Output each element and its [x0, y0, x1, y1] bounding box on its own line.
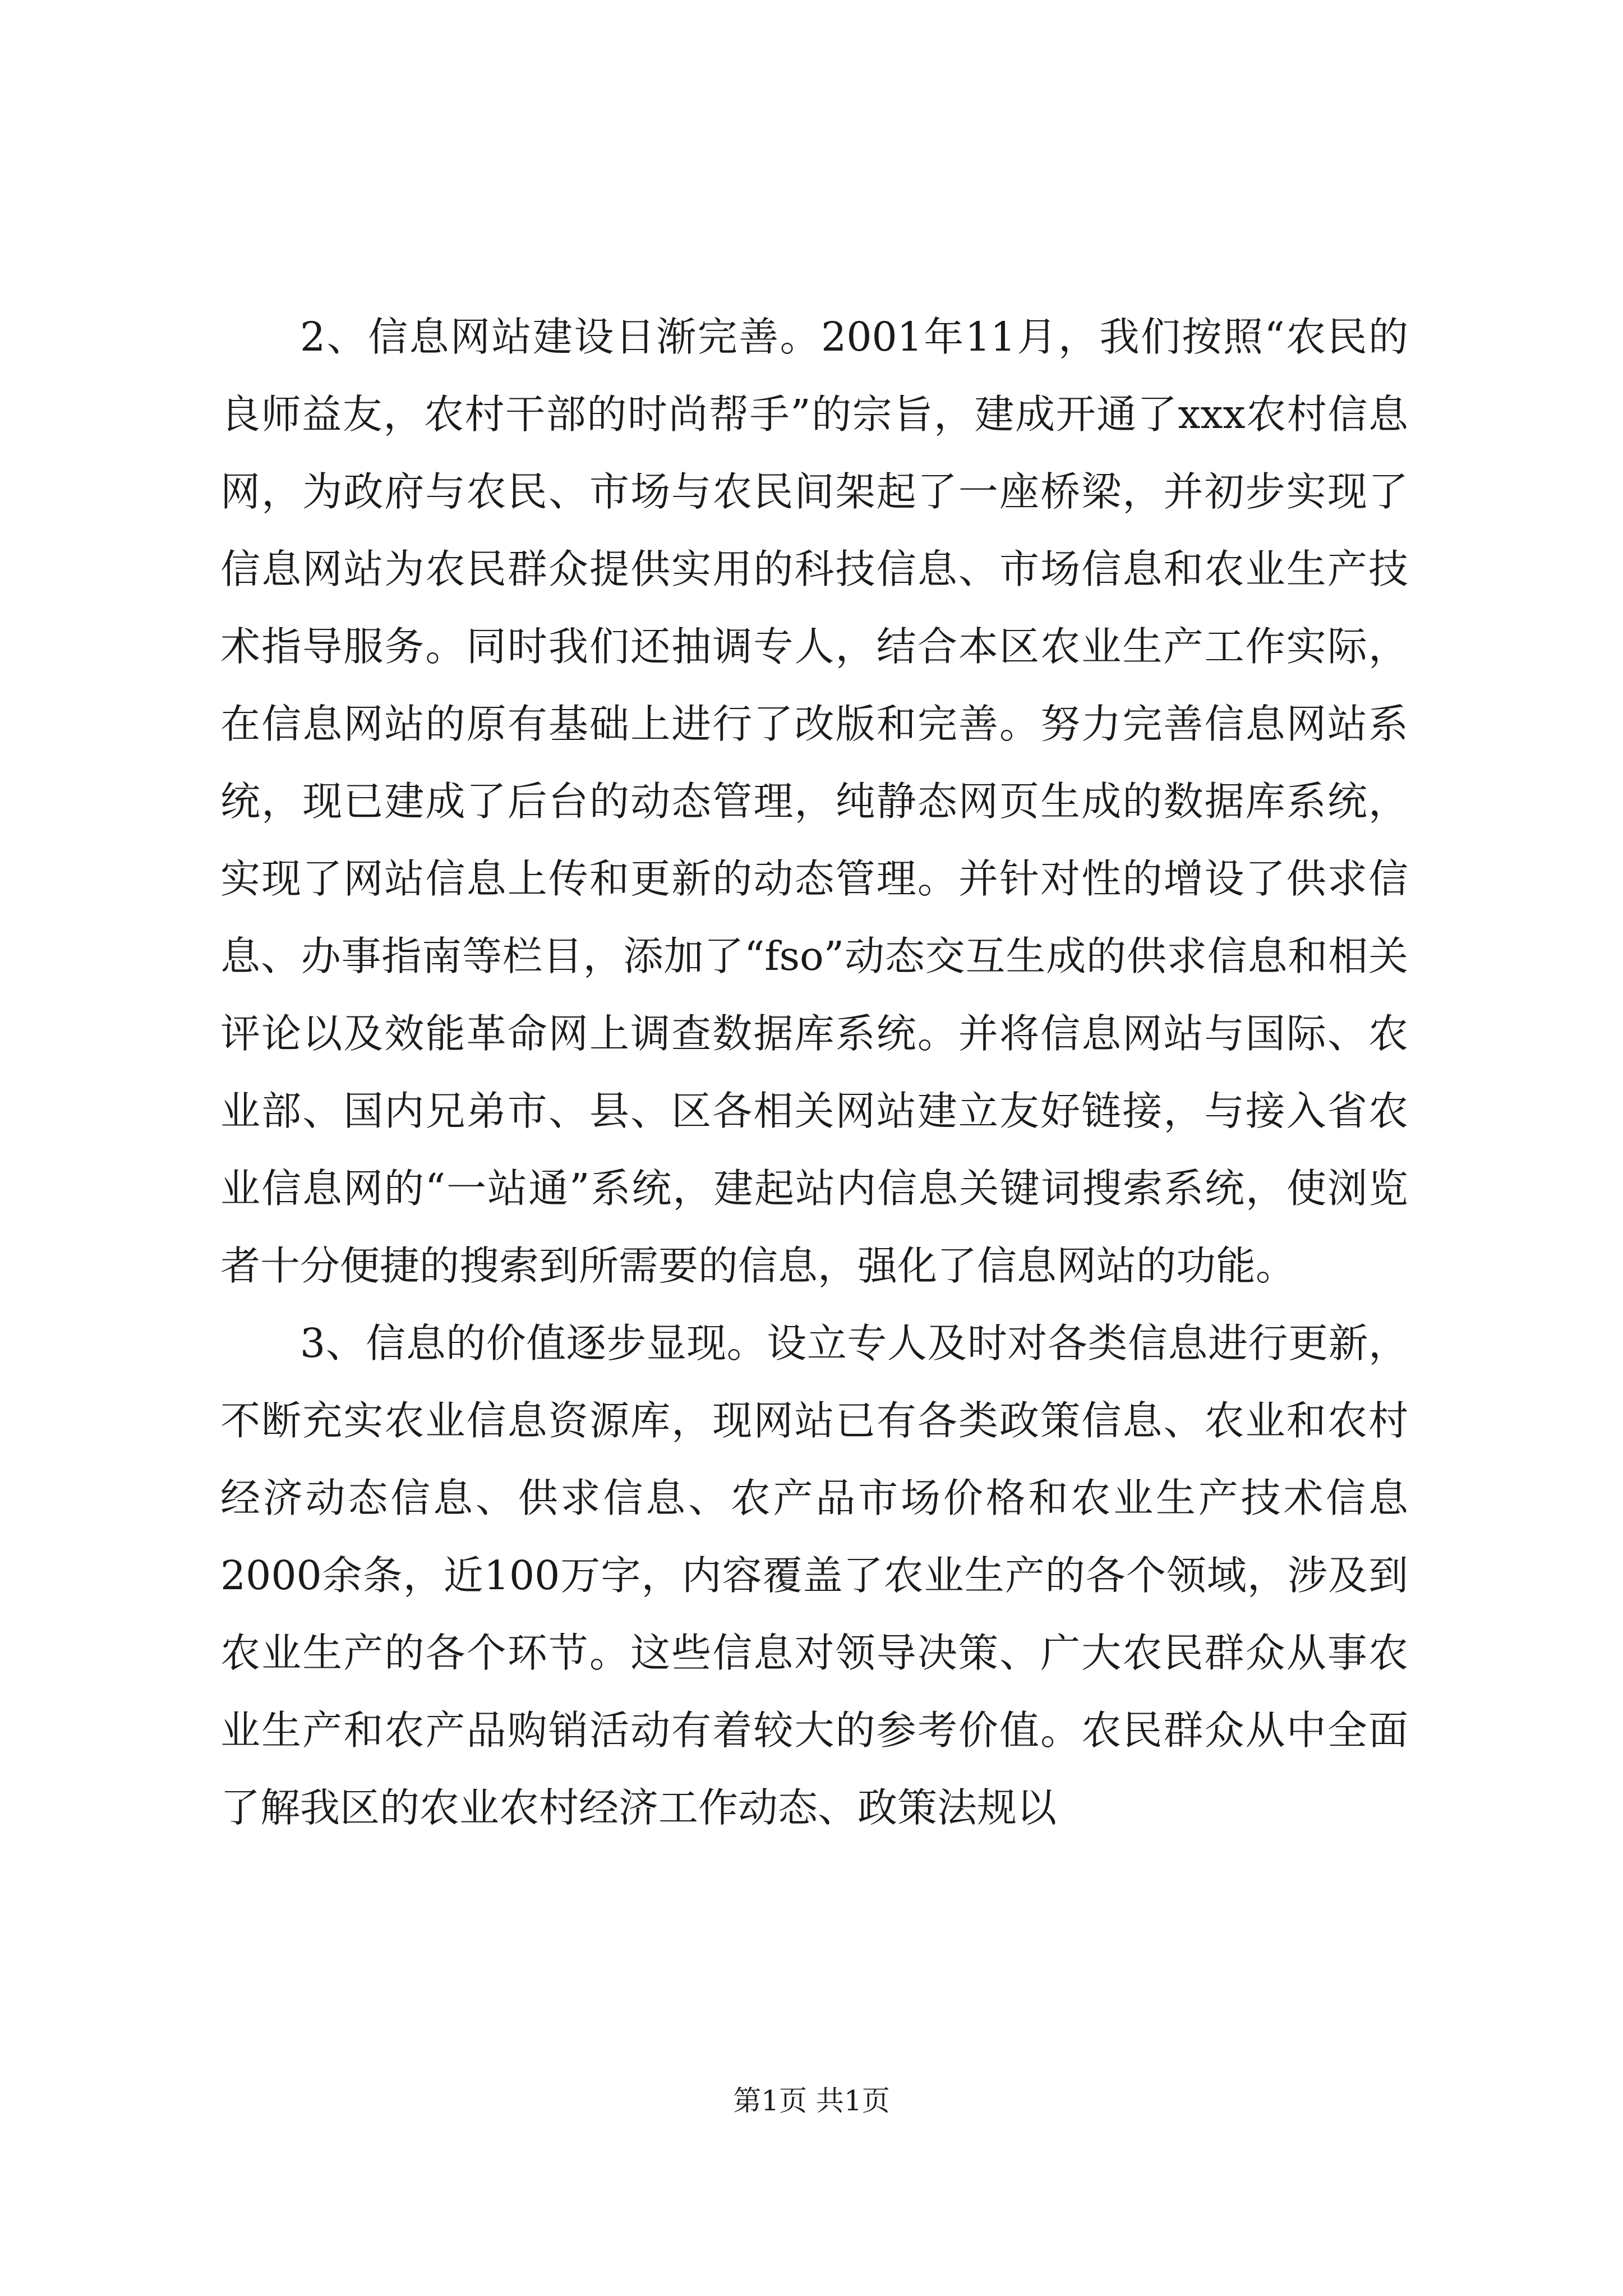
page-footer: 第1页 共1页 — [733, 2085, 890, 2117]
document-body — [220, 298, 1408, 1847]
paragraph-information-value: 3、信息的价值逐步显现。设立专人及时对各类信息进行更新，不断充实农业信息资源库，现网站已有各类政策信息、农业和农村经济动态信息、供求信息、农产品市场价格和农业生产技术信息2000余条，近100万字，内容覆盖了农业生产的各个领域，涉及到农业生产的各个环节。这些信息对领导决策、广大农民群众从事农业生产和农产品购销活动有着较大的参考价值。农民群众从中全面了解我区的农业农村经济工作动态、政策法规以 — [220, 1320, 1408, 1831]
paragraph-website-construction: 2、信息网站建设日渐完善。2001年11月，我们按照“农民的良师益友，农村干部的时尚帮手”的宗旨，建成开通了xxx农村信息网，为政府与农民、市场与农民间架起了一座桥梁，并初步实现了信息网站为农民群众提供实用的科技信息、市场信息和农业生产技术指导服务。同时我们还抽调专人，结合本区农业生产工作实际，在信息网站的原有基础上进行了改版和完善。努力完善信息网站系统，现已建成了后台的动态管理，纯静态网页生成的数据库系统，实现了网站信息上传和更新的动态管理。并针对性的增设了供求信息、办事指南等栏目，添加了“fso”动态交互生成的供求信息和相关评论以及效能革命网上调查数据库系统。并将信息网站与国际、农业部、国内兄弟市、县、区各相关网站建立友好链接，与接入省农业信息网的“一站通”系统，建起站内信息关键词搜索系统，使浏览者十分便捷的搜索到所需要的信息，强化了信息网站的功能。 — [220, 314, 1408, 1289]
